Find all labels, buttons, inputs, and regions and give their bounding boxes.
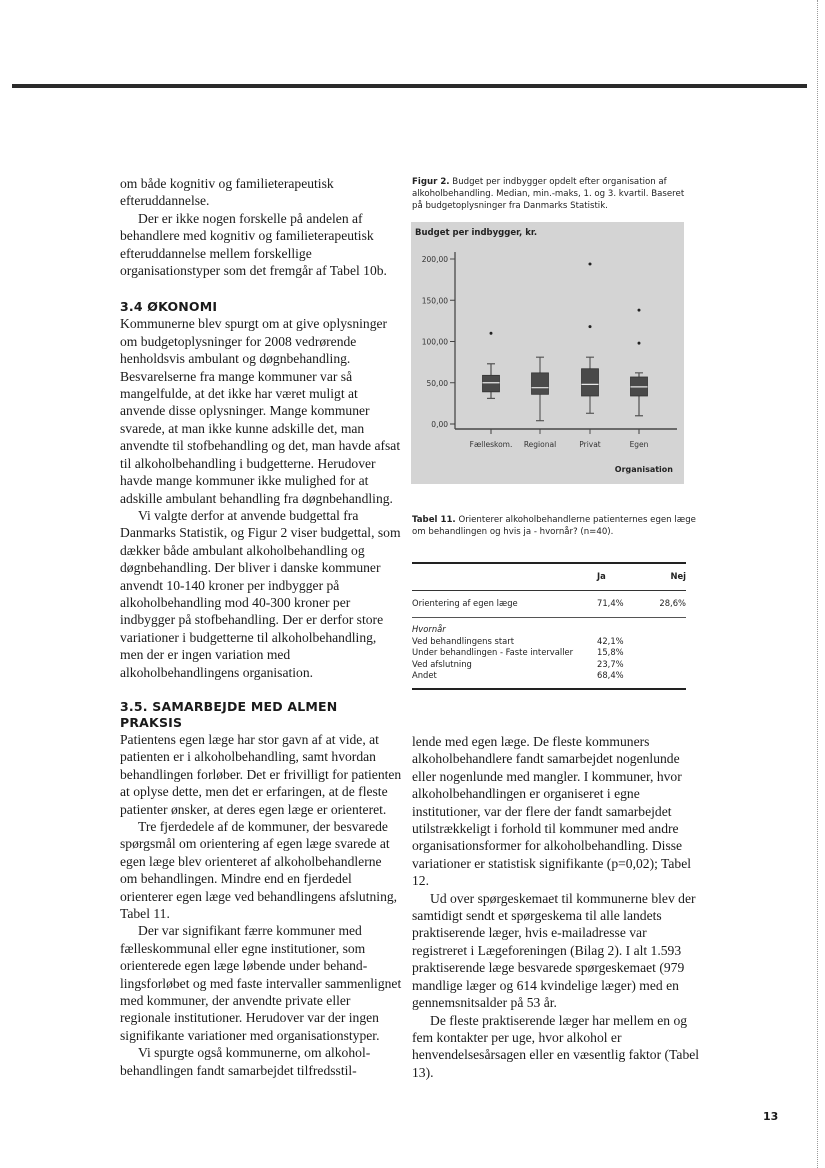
cell-nej: 28,6% xyxy=(649,591,686,618)
boxplot-svg xyxy=(411,222,684,484)
y-tick-label: 200,00 xyxy=(421,255,448,264)
table-header-row xyxy=(412,563,686,591)
col-header-ja: Ja xyxy=(597,563,649,591)
subheading: Hvornår xyxy=(412,624,446,634)
paragraph: Tre fjerdedele af de kommuner, der besvarede spørgsmål om orientering af egen læge svarede at egen læge blev orienteret af alkoholbehandlerne om behandlingen. Mindre end en fjerdedel orienterer egen læge ved behandlingens afslutning, Tabel 11. xyxy=(120,819,398,922)
row-label: Orientering af egen læge xyxy=(412,591,597,618)
figure-label: Figur 2. xyxy=(412,177,450,187)
paragraph: Vi valgte derfor at anvende budgettal fra Danmarks Statistik, og Figur 2 viser budgettal, som dækker både ambulant alkoholbehandling og døgnbehandling. Der bliver i danske kommuner anvendt 10-140 kroner per indbygger på alkoholbehandling mod 40-300 kroner per indbygger på stofbehandling. Der er derfor store variationer i budgetterne til alkoholbehandling, men der er ingen variation med alkoholbehandlingens organisation. xyxy=(120,507,401,680)
outlier-point xyxy=(589,325,592,328)
section-heading-samarbejde: 3.5. SAMARBEJDE MED ALMEN PRAKSIS xyxy=(120,698,338,730)
y-tick-label: 50,00 xyxy=(426,378,448,388)
table-row xyxy=(412,659,686,671)
y-tick-label: 100,00 xyxy=(421,337,448,347)
box xyxy=(582,369,599,396)
outlier-point xyxy=(490,332,493,335)
page-number: 13 xyxy=(763,1110,779,1123)
row-label: Andet xyxy=(412,670,597,689)
table-caption-text: Orienterer alkoholbehandlerne patienternes egen læge om behandlingen og hvis ja - hvornår? (n=40). xyxy=(412,515,696,537)
paragraph: Der var signifikant færre kommuner med fælleskommunal eller egne institutioner, som orienterede egen læge løbende under behandlingsforløbet og med faste intervaller sammenlignet med kommuner, der anvendte private eller regionale institutioner. Herudover var der ingen signifikante variationer med organisationstyper. xyxy=(120,923,402,1043)
boxplot-chart xyxy=(411,222,684,484)
paragraph: om både kognitiv og familieterapeutisk efteruddannelse. xyxy=(120,176,334,209)
paragraph: Vi spurgte også kommunerne, om alkoholbehandlingen fandt samarbejdet tilfredsstil- xyxy=(120,1045,371,1078)
cell-ja: 42,1% xyxy=(597,635,624,646)
row-label: Under behandlingen - Faste intervaller xyxy=(412,647,574,658)
outlier-point xyxy=(638,342,641,345)
x-tick-label: Egen xyxy=(629,440,649,449)
x-tick-label: Fælleskom. xyxy=(469,440,513,449)
figure-caption xyxy=(412,176,697,212)
box xyxy=(532,373,549,394)
col-header-empty xyxy=(412,563,597,591)
section-heading-okonomi: 3.4 ØKONOMI xyxy=(120,299,218,315)
row-label: Ved afslutning xyxy=(412,658,472,669)
cell-ja: 68,4% xyxy=(597,670,649,689)
paragraph: De fleste praktiserende læger har mellem en og fem kontakter per uge, hvor alkohol er henvendelsesårsagen eller en væsentlig faktor (Tabel 13). xyxy=(412,1012,700,1080)
page-edge xyxy=(817,0,819,1168)
results-table xyxy=(412,562,686,690)
table-row xyxy=(412,670,686,689)
y-tick-label: 0,00 xyxy=(431,420,448,429)
x-tick-label: Privat xyxy=(579,440,601,449)
paragraph: Ud over spørgeskemaet til kommunerne blev der samtidigt sendt et spørgeskema til alle landets praktiserende læger, hvis e-mailadresse var registreret i Lægeforeningen (Bilag 2). I alt 1.593 praktiserende læge besvarede spørgeskemaet (979 mandlige læger og 614 kvindelige læger) med en gennemsnitsalder på 53 år. xyxy=(412,890,696,1011)
cell-ja: 15,8% xyxy=(597,647,624,658)
header-rule xyxy=(12,84,807,88)
x-axis-label: Organisation xyxy=(614,465,673,474)
table-subheading-row xyxy=(412,618,686,636)
row-label: Ved behandlingens start xyxy=(412,635,515,646)
table-caption xyxy=(412,514,697,538)
box xyxy=(483,375,500,392)
table-row xyxy=(412,636,686,648)
y-axis-label: Budget per indbygger, kr. xyxy=(415,228,538,238)
table-row xyxy=(412,647,686,659)
table-row xyxy=(412,591,686,618)
y-tick-label: 150,00 xyxy=(421,296,448,306)
outlier-point xyxy=(589,262,592,265)
outlier-point xyxy=(638,309,641,312)
col-header-nej: Nej xyxy=(649,563,686,591)
left-column xyxy=(120,175,402,1079)
cell-ja: 23,7% xyxy=(597,658,624,669)
figure-caption-text: Budget per indbygger opdelt efter organisation af alkoholbehandling. Median, min.-maks, 1. og 3. kvartil. Baseret på budgetoplysninger fra Danmarks Statistik. xyxy=(412,177,685,211)
table-label: Tabel 11. xyxy=(412,515,456,525)
paragraph: Kommunerne blev spurgt om at give oplysninger om budgetoplysninger for 2008 vedrørende henholdsvis ambulant og døgnbehandling. Besvarelserne fra mange kommuner var så mangelfulde, at det ikke har været muligt at anvende disse oplysninger. Mange kommuner svarede, at man ikke kunne adskille det, man anvendte til stofbehandling og det, man havde afsat til alkoholbehandling i budgetterne. Herudover havde mange kommuner ikke mulighed for at adskille ambulant behandling fra døgnbehandling. xyxy=(120,316,401,506)
cell-ja: 71,4% xyxy=(597,591,649,618)
x-tick-label: Regional xyxy=(523,440,557,449)
paragraph: Patientens egen læge har stor gavn af at vide, at patienten er i alkoholbehandling, samt hvordan behandlingen forløber. Det er frivilligt for patienten at oplyse dette, men det er erfaringen, at de fleste patienter ønsker, at deres egen læge er orienteret. xyxy=(120,731,402,817)
right-column xyxy=(412,733,700,1081)
paragraph: lende med egen læge. De fleste kommuners alkoholbehandlere fandt samarbejdet nogenlunde eller nogenlunde med mangler. I kommuner, hvor alkoholbehandlingen er organiseret i egne institutioner, var der flere der fandt samarbejdet utilstrækkeligt i forhold til kommuner med andre organisationsformer for alkoholbehandling. Disse variationer er statistisk signifikante (p=0,02); Tabel 12. xyxy=(412,734,692,889)
paragraph: Der er ikke nogen forskelle på andelen af behandlere med kognitiv og familieterapeutisk efteruddannelse mellem forskellige organisationstyper som det fremgår af Tabel 10b. xyxy=(120,210,387,279)
